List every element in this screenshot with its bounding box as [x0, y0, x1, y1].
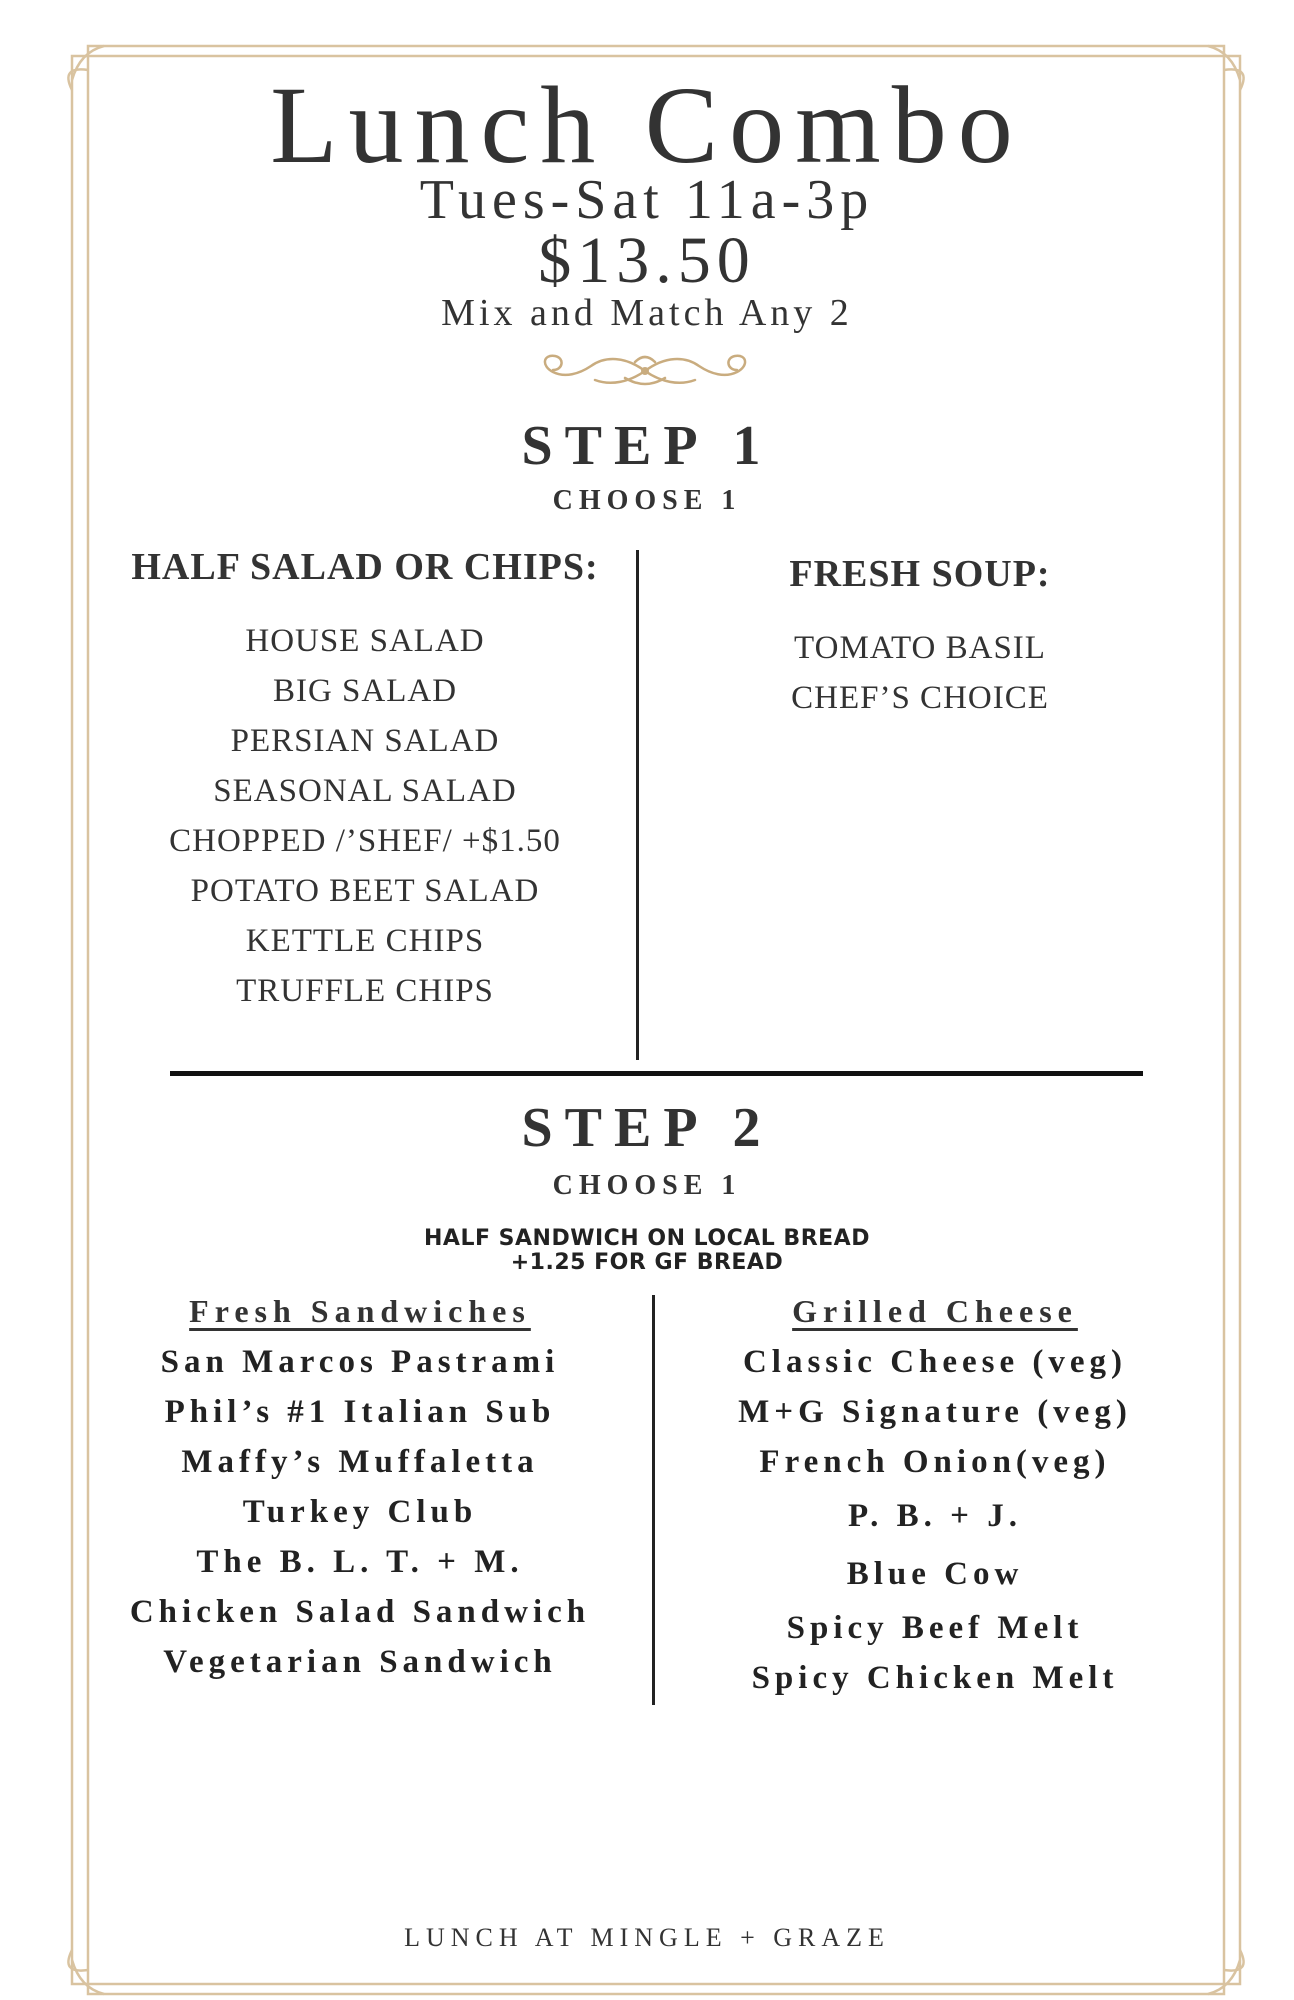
flourish-ornament-icon — [525, 348, 765, 394]
combo-price: $13.50 — [538, 224, 756, 297]
footer-text: LUNCH AT MINGLE + GRAZE — [404, 1923, 890, 1952]
soup-column — [660, 555, 1180, 723]
step1-title: STEP 1 — [521, 415, 773, 477]
salad-chips-column — [100, 548, 630, 1016]
list-item: Spicy Beef Melt — [786, 1610, 1084, 1646]
sandwiches-heading: Fresh Sandwiches — [189, 1293, 531, 1329]
list-item: Classic Cheese (veg) — [742, 1344, 1128, 1380]
list-item: Vegetarian Sandwich — [163, 1644, 557, 1680]
list-item: HOUSE SALAD — [245, 623, 485, 659]
step2-subtitle: CHOOSE 1 — [552, 1170, 742, 1201]
soup-heading: FRESH SOUP: — [789, 553, 1051, 595]
bread-note-line1: HALF SANDWICH ON LOCAL BREAD — [424, 1226, 870, 1251]
soup-list — [660, 623, 1180, 723]
list-item: French Onion(veg) — [759, 1444, 1111, 1480]
list-item: CHEF’S CHOICE — [791, 680, 1049, 716]
step2-title: STEP 2 — [521, 1097, 773, 1159]
list-item: SEASONAL SALAD — [213, 773, 517, 809]
menu-title: Lunch Combo — [270, 64, 1024, 186]
step1-subtitle: CHOOSE 1 — [552, 485, 742, 516]
bread-note — [0, 1227, 1294, 1275]
grilled-cheese-column — [680, 1295, 1190, 1703]
list-item: TOMATO BASIL — [794, 630, 1046, 666]
salad-chips-heading: HALF SALAD OR CHIPS: — [131, 546, 599, 588]
sandwiches-column — [90, 1295, 630, 1687]
list-item: Phil’s #1 Italian Sub — [164, 1394, 556, 1430]
list-item: BIG SALAD — [272, 673, 458, 709]
list-item: Spicy Chicken Melt — [751, 1660, 1119, 1696]
menu-subtitle: Mix and Match Any 2 — [441, 292, 853, 334]
list-item: M+G Signature (veg) — [738, 1394, 1132, 1430]
list-item: P. B. + J. — [848, 1498, 1022, 1534]
list-item: KETTLE CHIPS — [245, 923, 485, 959]
list-item: POTATO BEET SALAD — [190, 873, 540, 909]
list-item: Turkey Club — [242, 1494, 478, 1530]
grilled-cheese-list — [680, 1337, 1190, 1703]
grilled-cheese-heading: Grilled Cheese — [792, 1293, 1078, 1329]
list-item: CHOPPED /’SHEF/ +$1.50 — [169, 823, 561, 859]
list-item: PERSIAN SALAD — [230, 723, 500, 759]
list-item: The B. L. T. + M. — [196, 1544, 524, 1580]
list-item: San Marcos Pastrami — [160, 1344, 560, 1380]
list-item: Chicken Salad Sandwich — [129, 1594, 591, 1630]
list-item: Blue Cow — [846, 1556, 1024, 1592]
menu-hours: Tues-Sat 11a-3p — [419, 169, 875, 231]
sandwiches-list — [90, 1337, 630, 1687]
list-item: TRUFFLE CHIPS — [236, 973, 494, 1009]
bread-note-line2: +1.25 FOR GF BREAD — [510, 1250, 784, 1275]
section-divider — [170, 1071, 1143, 1076]
step1-column-divider — [636, 550, 639, 1060]
step2-column-divider — [652, 1295, 655, 1705]
salad-chips-list — [100, 616, 630, 1016]
list-item: Maffy’s Muffaletta — [181, 1444, 539, 1480]
